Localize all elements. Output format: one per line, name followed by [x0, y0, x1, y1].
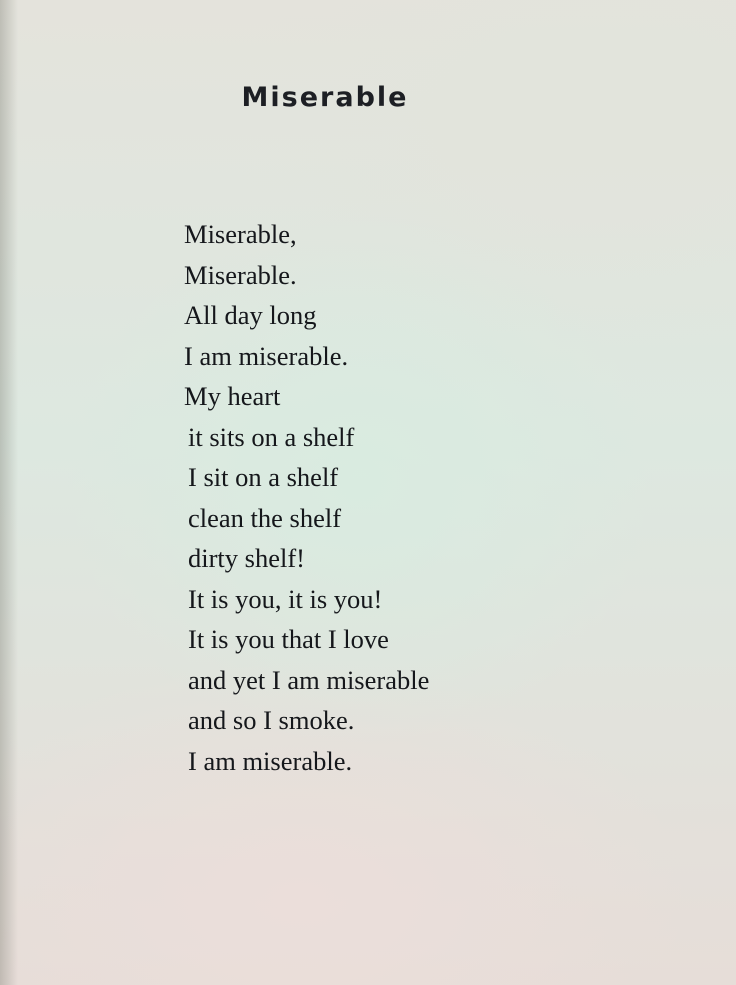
page-gutter-shadow	[0, 0, 18, 985]
poem-line: All day long	[184, 300, 317, 330]
poem-line: I am miserable.	[184, 340, 349, 371]
poem-body	[184, 214, 429, 781]
poem-line: clean the shelf	[188, 502, 342, 533]
poem-line: My heart	[184, 381, 281, 411]
poem-line: I am miserable.	[188, 745, 353, 776]
poem-line: Miserable,	[184, 219, 297, 249]
poem-title: Miserable	[241, 82, 409, 113]
poem-line: dirty shelf!	[188, 543, 306, 573]
poem-line: I sit on a shelf	[188, 462, 339, 492]
poem-line: and so I smoke.	[188, 705, 355, 735]
poem-line: It is you, it is you!	[188, 583, 383, 614]
poem-line: It is you that I love	[188, 624, 389, 654]
poem-line: Miserable.	[184, 259, 297, 290]
poem-line: and yet I am miserable	[188, 664, 430, 695]
poem-line: it sits on a shelf	[188, 421, 355, 452]
